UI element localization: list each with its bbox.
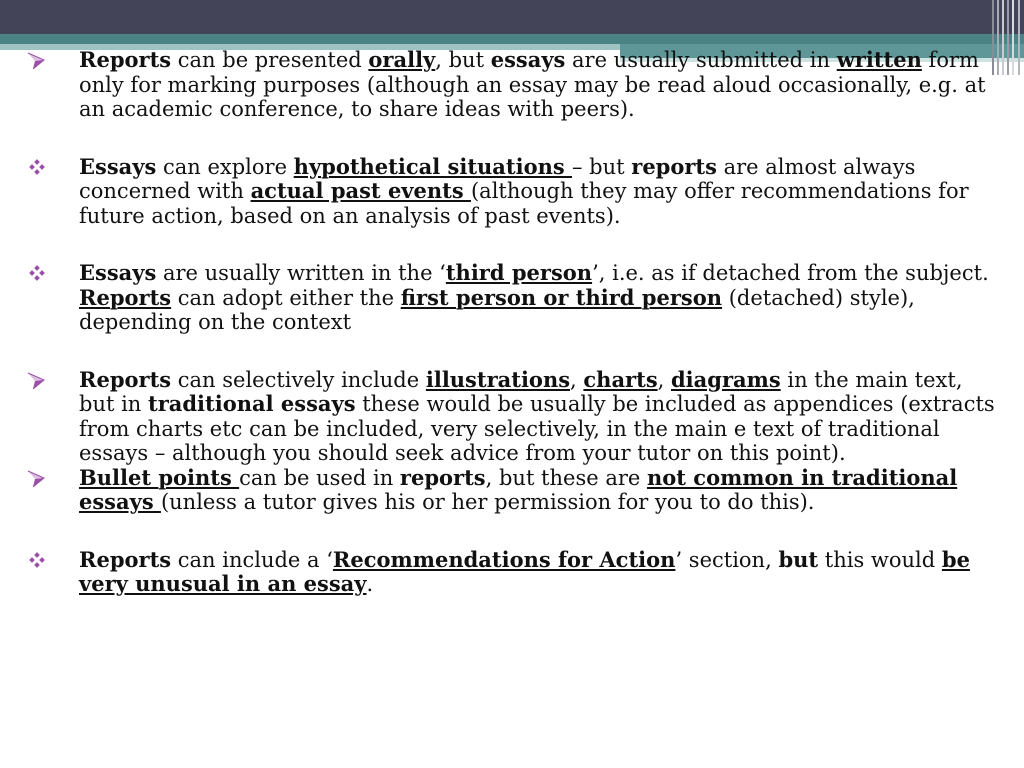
bullet-item <box>0 155 1024 229</box>
bullet-text: Reports can selectively include illustrations, charts, diagrams in the main text, but in traditional essays these would be usually be included as appendices (extracts from charts etc can be included, very selectively, in the main e text of traditional essays – although you should seek advice from your tutor on this point). <box>79 366 995 465</box>
bullet-item <box>0 48 1024 122</box>
bullet-text: Reports can be presented orally, but essays are usually submitted in written form only for marking purposes (although an essay may be read aloud occasionally, e.g. at an academic conference, to share ideas with peers). <box>79 47 986 121</box>
bullet-item <box>0 466 1024 515</box>
bullet-item <box>0 368 1024 466</box>
bullet-text: Bullet points can be used in reports, but these are not common in traditional essays (unless a tutor gives his or her permission for you to do this). <box>79 464 958 514</box>
arrow-bullet-icon <box>26 371 48 389</box>
bullet-text: Essays can explore hypothetical situations – but reports are almost always concerned with actual past events (although they may offer recommendations for future action, based on an analysis of past events). <box>79 153 969 228</box>
header-band-teal <box>0 34 1024 44</box>
bullet-item <box>0 548 1024 597</box>
bullet-text: Reports can include a ‘Recommendations for Action’ section, but this would be very unusual in an essay. <box>79 546 970 596</box>
diamond-bullet-icon <box>26 158 48 176</box>
slide-body <box>0 48 1024 597</box>
header-band-dark <box>0 0 1024 34</box>
diamond-bullet-icon <box>26 264 48 282</box>
bullet-item <box>0 261 1024 335</box>
bullet-text: Essays are usually written in the ‘third person’, i.e. as if detached from the subject. Reports can adopt either the first person or third person (detached) style), depending on the context <box>79 260 989 334</box>
arrow-bullet-icon <box>26 469 48 487</box>
diamond-bullet-icon <box>26 551 48 569</box>
arrow-bullet-icon <box>26 51 48 69</box>
